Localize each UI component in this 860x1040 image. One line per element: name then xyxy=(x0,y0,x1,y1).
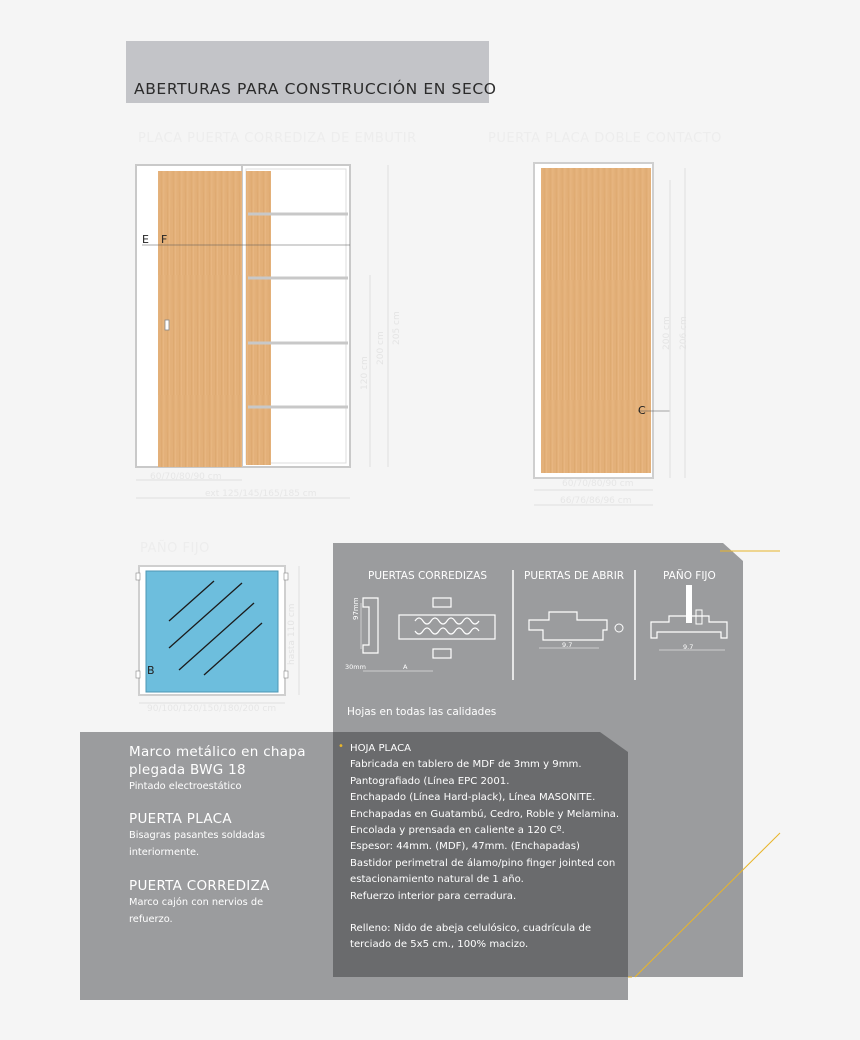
fixed-width: 90/100/120/150/180/200 cm xyxy=(147,704,277,714)
spec-door-corrediza-body-2: refuerzo. xyxy=(129,913,173,925)
double-width-total: 66/76/86/96 cm xyxy=(560,496,632,506)
hoja-placa-line: Encolada y prensada en caliente a 120 Cº. xyxy=(350,825,565,837)
fixed-panel-title: PAÑO FIJO xyxy=(140,541,210,556)
hoja-placa-line: Bastidor perimetral de álamo/pino finger jointed con xyxy=(350,857,616,869)
leaves-note: Hojas en todas las calidades xyxy=(347,706,497,718)
spec-door-placa-body-1: Bisagras pasantes soldadas xyxy=(129,830,266,841)
double-height-leaf: 200 cm xyxy=(662,316,672,350)
spec-door-corrediza-heading: PUERTA CORREDIZA xyxy=(129,878,270,894)
opening-dim: 9.7 xyxy=(562,641,573,649)
hoja-placa-fill-line: Relleno: Nido de abeja celulósico, cuadrícula de xyxy=(350,923,592,935)
marker-e: E xyxy=(142,233,149,246)
spec-frame-body-1: Pintado electroestático xyxy=(129,781,242,792)
sliding-height-total: 205 cm xyxy=(392,311,402,345)
hoja-placa-line: estacionamiento natural de 1 año. xyxy=(350,874,524,886)
spec-door-placa-body-2: interiormente. xyxy=(129,846,200,858)
marker-c: C xyxy=(638,404,646,417)
hoja-placa-bullet: • xyxy=(338,741,344,752)
sliding-height-leaf: 200 cm xyxy=(376,331,386,365)
hoja-placa-line: Espesor: 44mm. (MDF), 47mm. (Enchapadas) xyxy=(350,841,580,853)
spec-frame-heading-1: Marco metálico en chapa xyxy=(129,744,306,760)
hoja-placa-line: Enchapadas en Guatambú, Cedro, Roble y Melamina. xyxy=(350,808,620,820)
spec-frame-heading-2: plegada BWG 18 xyxy=(129,762,246,778)
hoja-placa-line: Pantografiado (Línea EPC 2001. xyxy=(350,775,510,787)
sliding-width-leaf: 60/70/80/90 cm xyxy=(150,472,222,482)
hoja-placa-line: Fabricada en tablero de MDF de 3mm y 9mm. xyxy=(350,759,582,771)
profile-sections-drawing xyxy=(333,565,743,690)
marker-f: F xyxy=(161,233,168,246)
spacer xyxy=(350,905,620,921)
hoja-placa-line: Enchapado (Línea Hard-plack), Línea MASONITE. xyxy=(350,792,596,804)
hoja-placa-line: Refuerzo interior para cerradura. xyxy=(350,890,517,902)
sliding-width-total: ext 125/145/165/185 cm xyxy=(205,489,317,499)
spec-door-placa-heading: PUERTA PLACA xyxy=(129,811,232,827)
profile-label-sliding: PUERTAS CORREDIZAS xyxy=(368,570,488,582)
hoja-placa-block xyxy=(350,741,620,954)
sliding-dim-width: 30mm xyxy=(345,663,366,671)
fixed-height: hasta 110 cm xyxy=(287,603,297,665)
page-title: ABERTURAS PARA CONSTRUCCIÓN EN SECO xyxy=(134,80,497,98)
sliding-dim-height: 97mm xyxy=(352,597,360,620)
spec-door-placa xyxy=(129,810,265,861)
spec-door-corrediza-body-1: Marco cajón con nervios de xyxy=(129,897,264,908)
hoja-placa-title: HOJA PLACA xyxy=(350,743,412,754)
sliding-dim-a: A xyxy=(403,663,408,671)
profile-label-fixed: PAÑO FIJO xyxy=(663,570,716,582)
sliding-door-title: PLACA PUERTA CORREDIZA DE EMBUTIR xyxy=(138,131,417,146)
double-door-title: PUERTA PLACA DOBLE CONTACTO xyxy=(488,131,722,146)
sliding-height-mid: 120 cm xyxy=(360,356,370,390)
spec-frame xyxy=(129,743,306,796)
profile-label-opening: PUERTAS DE ABRIR xyxy=(524,570,625,582)
hoja-placa-fill-line: terciado de 5x5 cm., 100% macizo. xyxy=(350,939,529,951)
double-width-leaf: 60/70/80/90 cm xyxy=(562,479,634,489)
marker-b: B xyxy=(147,664,155,677)
double-height-total: 206 cm xyxy=(679,316,689,350)
fixed-dim: 9.7 xyxy=(683,643,694,651)
spec-door-corrediza xyxy=(129,877,270,928)
